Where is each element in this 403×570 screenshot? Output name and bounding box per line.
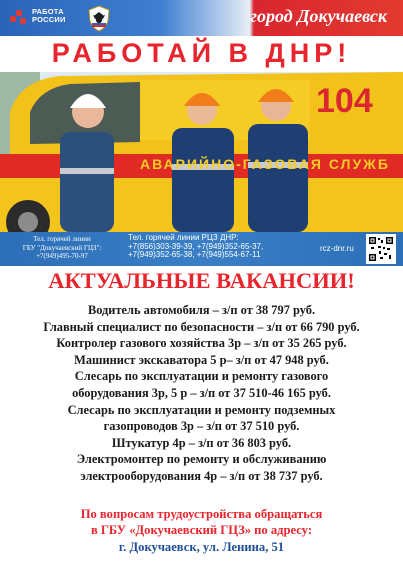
hotline-local-phone[interactable]: +7(949)495-70-97 bbox=[36, 252, 88, 260]
vacancy-line: электрооборудования 4р – з/п от 38 737 руб. bbox=[80, 468, 323, 483]
qr-code-icon[interactable] bbox=[366, 234, 396, 264]
vacancy-line: Слесарь по эксплуатации и ремонту подземных bbox=[67, 402, 336, 417]
vacancies-title: АКТУАЛЬНЫЕ ВАКАНСИИ! bbox=[48, 268, 355, 293]
rabota-rossii-logo bbox=[8, 6, 66, 26]
vacancy-line: Штукатур 4р – з/п от 36 803 руб. bbox=[111, 435, 292, 450]
hotline-regional-phones-1[interactable]: +7(856)303-39-39, +7(949)352-65-37, bbox=[128, 241, 264, 251]
truck-number: 104 bbox=[316, 82, 373, 120]
vacancies-list bbox=[20, 302, 383, 485]
contact-address: г. Докучаевск, ул. Ленина, 51 bbox=[118, 539, 285, 554]
top-banner bbox=[0, 0, 403, 36]
vacancy-line: газопроводов 3р – з/п от 37 510 руб. bbox=[103, 419, 300, 434]
hotline-local-label: Тел. горячей линии bbox=[33, 235, 91, 243]
vacancy-line: Контролер газового хозяйства 3р – з/п от 35 265 руб. bbox=[56, 336, 347, 351]
vacancy-line: Слесарь по эксплуатации и ремонту газового bbox=[74, 369, 329, 384]
rabota-rossii-mark-icon bbox=[8, 6, 28, 26]
contact-block bbox=[20, 506, 383, 555]
contact-line-1: По вопросам трудоустройства обращаться bbox=[80, 507, 323, 521]
hotline-local bbox=[4, 235, 120, 261]
hotline-regional-phones-2[interactable]: +7(949)352-65-38, +7(949)554-67-11 bbox=[128, 250, 261, 259]
city-title: город Докучаевск bbox=[250, 6, 387, 26]
brand-line-1: РАБОТА bbox=[32, 6, 64, 16]
headline: РАБОТАЙ В ДНР! bbox=[51, 38, 352, 68]
dpr-emblem-icon bbox=[84, 3, 114, 33]
vacancy-line: Машинист экскаватора 5 р– з/п от 47 948 руб. bbox=[74, 352, 329, 367]
vacancy-line: Главный специалист по безопасности – з/п от 66 790 руб. bbox=[43, 319, 360, 334]
hotline-regional-label: Тел. горячей линии РЦЗ ДНР: bbox=[128, 233, 239, 242]
brand-line-2: РОССИИ bbox=[32, 15, 66, 24]
workers-photo bbox=[0, 72, 403, 232]
contact-line-2: в ГБУ «Докучаевский ГЦЗ» по адресу: bbox=[90, 523, 313, 538]
hotline-local-org: ГБУ "Докучаевский ГЦЗ": bbox=[22, 243, 102, 252]
vacancy-line: оборудования 3р, 5 р – з/п от 37 510-46 165 руб. bbox=[72, 385, 331, 400]
truck-stripe-text: АВАРИЙНО-ГАЗОВАЯ СЛУЖБ bbox=[140, 156, 390, 172]
hotline-regional bbox=[128, 234, 318, 260]
hotline-bar bbox=[0, 232, 403, 266]
vacancy-line: Электромонтер по ремонту и обслуживанию bbox=[76, 452, 327, 467]
vacancy-line: Водитель автомобиля – з/п от 38 797 руб. bbox=[87, 303, 316, 317]
website-link[interactable]: rcz-dnr.ru bbox=[320, 244, 354, 253]
